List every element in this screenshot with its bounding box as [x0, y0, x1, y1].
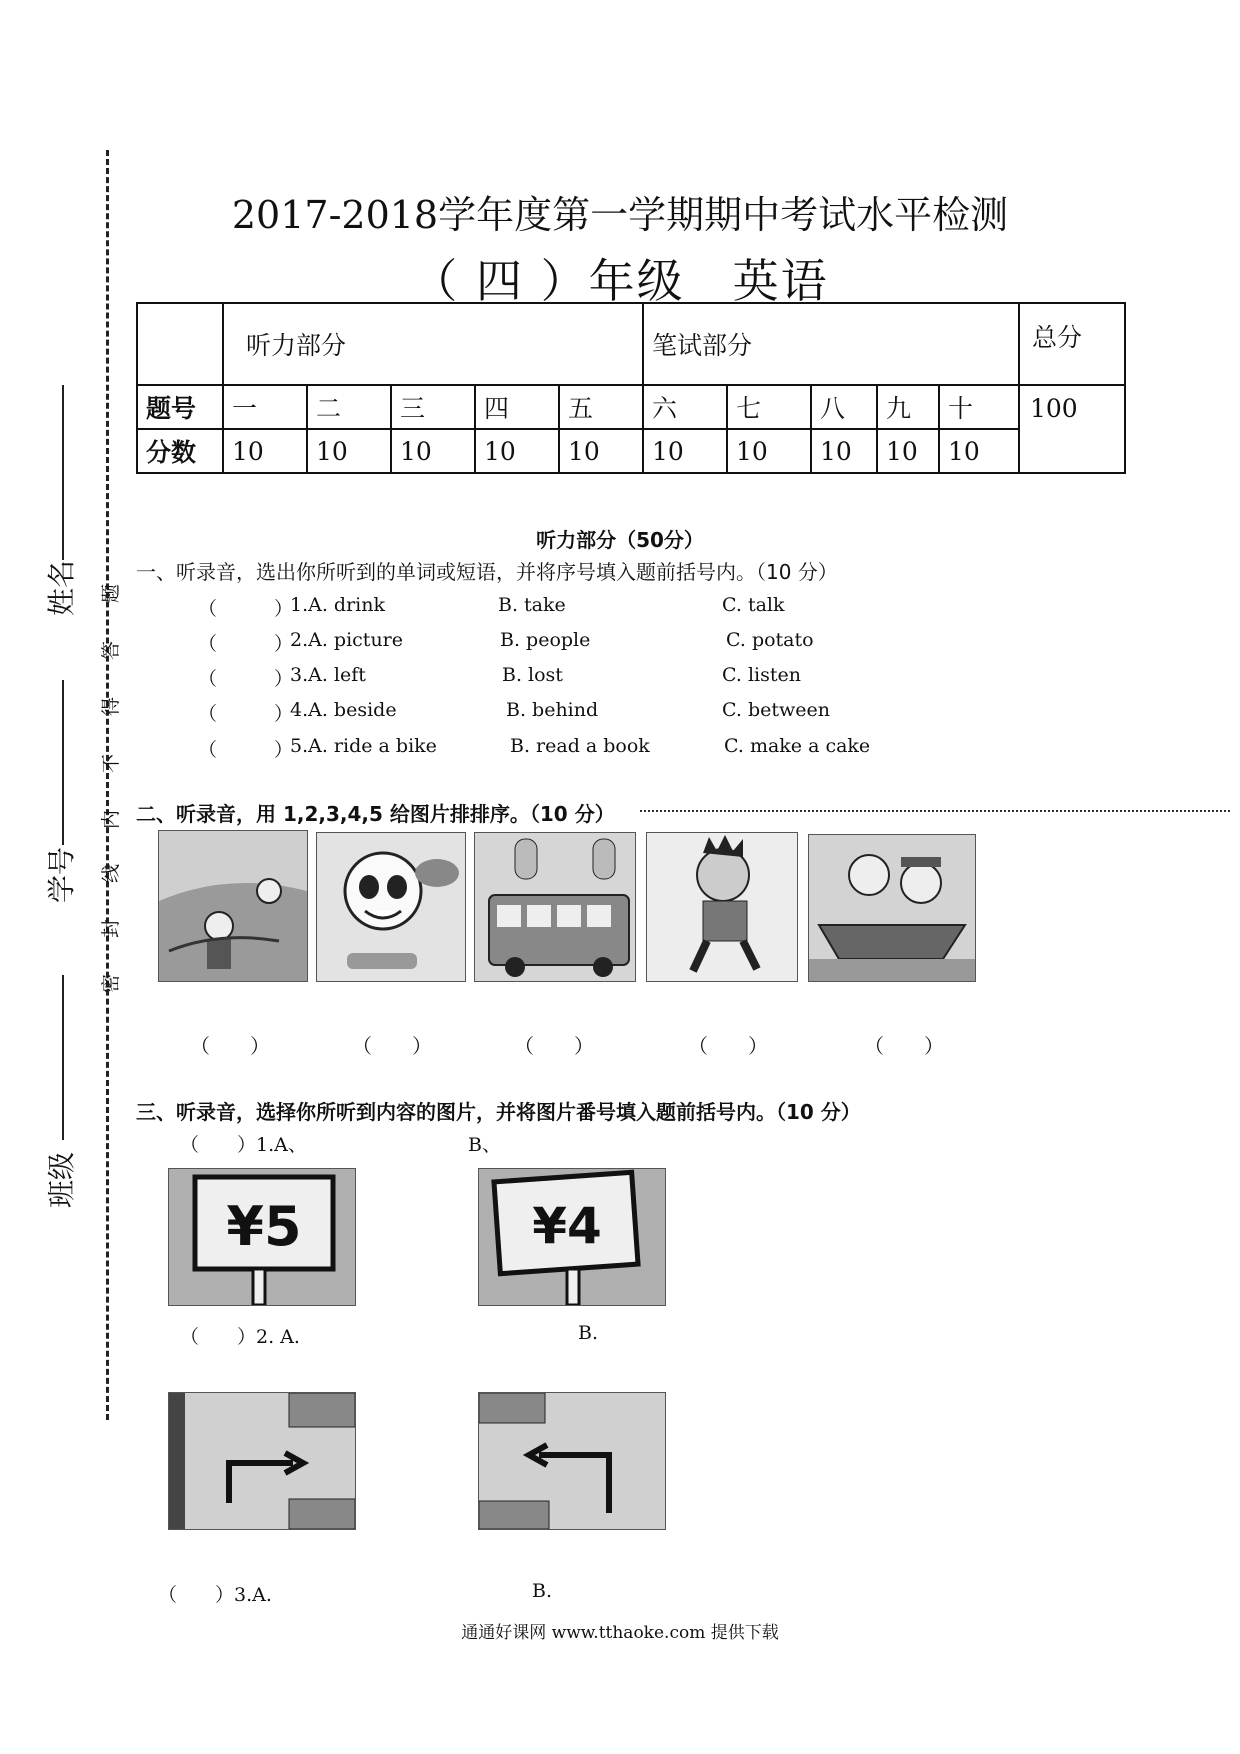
boat-picture — [808, 834, 976, 982]
order-blank-2[interactable]: （ ） — [352, 1034, 432, 1058]
score-cell: 10 — [223, 429, 307, 473]
name-label: 姓名 — [45, 559, 79, 617]
section3-heading: 三、听录音，选择你所听到内容的图片，并将图片番号填入题前括号内。（10 分） — [136, 1100, 861, 1124]
s3-q2-option-b: B. — [578, 1322, 599, 1344]
q5-option-a: 5.A. ride a bike — [290, 735, 437, 757]
q3-option-b: B. lost — [502, 664, 563, 686]
total-value: 100 — [1019, 385, 1125, 473]
seal-char: 线 — [100, 863, 123, 884]
q5-option-b: B. read a book — [510, 735, 650, 757]
seal-char: 封 — [100, 918, 123, 939]
q4-option-b: B. behind — [506, 699, 599, 721]
price-sign-b-text: ¥4 — [532, 1197, 602, 1255]
seal-char: 答 — [100, 640, 123, 661]
id-label: 学号 — [45, 846, 79, 904]
running-boy-picture — [646, 832, 798, 982]
score-cell: 10 — [475, 429, 559, 473]
q1-option-b: B. take — [498, 594, 566, 616]
q1-paren[interactable]: （ ） — [198, 598, 294, 620]
score-cell: 10 — [643, 429, 727, 473]
score-cell: 10 — [307, 429, 391, 473]
seal-char: 题 — [100, 583, 123, 604]
exam-subtitle: （ 四 ）年级 英语 — [411, 254, 829, 308]
s3-q2-label[interactable]: （ ）2. A. — [180, 1326, 300, 1348]
q5-option-c: C. make a cake — [724, 735, 871, 757]
id-underline — [62, 680, 64, 845]
section1-heading: 一、听录音，选出你所听到的单词或短语，并将序号填入题前括号内。（10 分） — [136, 560, 838, 584]
section2-heading: 二、听录音，用 1,2,3,4,5 给图片排排序。（10 分） — [136, 802, 615, 826]
cut-line — [106, 150, 109, 1420]
q2-option-b: B. people — [500, 629, 591, 651]
listening-heading: 听力部分（50分） — [536, 528, 704, 552]
score-cell: 10 — [727, 429, 811, 473]
order-blank-4[interactable]: （ ） — [688, 1034, 768, 1058]
total-header: 总分 — [1019, 303, 1125, 385]
score-cell: 10 — [559, 429, 643, 473]
turn-left-picture — [478, 1392, 666, 1530]
panda-picture — [316, 832, 466, 982]
row-label-scores: 分数 — [137, 429, 223, 473]
q1-option-c: C. talk — [722, 594, 785, 616]
item-cell: 四 — [475, 385, 559, 429]
seal-char: 密 — [100, 973, 123, 994]
q3-paren[interactable]: （ ） — [198, 668, 294, 690]
price-sign-b — [478, 1168, 666, 1306]
footer-source: 通通好课网 www.tthaoke.com 提供下载 — [461, 1623, 779, 1643]
seal-char: 得 — [100, 696, 123, 717]
item-cell: 八 — [811, 385, 877, 429]
score-cell: 10 — [811, 429, 877, 473]
q2-option-a: 2.A. picture — [290, 629, 404, 651]
q4-paren[interactable]: （ ） — [198, 703, 294, 725]
class-underline — [62, 975, 64, 1140]
seal-char: 不 — [100, 753, 123, 774]
q2-option-c: C. potato — [726, 629, 814, 651]
order-blank-3[interactable]: （ ） — [514, 1034, 594, 1058]
q4-option-c: C. between — [722, 699, 830, 721]
score-cell: 10 — [391, 429, 475, 473]
item-cell: 十 — [939, 385, 1019, 429]
s3-q1-option-b: B、 — [468, 1134, 501, 1156]
score-table — [136, 302, 1126, 474]
table-corner — [137, 303, 223, 385]
order-blank-1[interactable]: （ ） — [190, 1034, 270, 1058]
q3-option-a: 3.A. left — [290, 664, 366, 686]
seal-char: 内 — [100, 809, 123, 830]
item-cell: 二 — [307, 385, 391, 429]
q1-option-a: 1.A. drink — [290, 594, 385, 616]
q5-paren[interactable]: （ ） — [198, 739, 294, 761]
item-cell: 三 — [391, 385, 475, 429]
s3-q3-label[interactable]: （ ）3.A. — [158, 1584, 272, 1606]
item-cell: 六 — [643, 385, 727, 429]
item-cell: 七 — [727, 385, 811, 429]
exam-title: 2017-2018学年度第一学期期中考试水平检测 — [231, 193, 1009, 237]
row-label-items: 题号 — [137, 385, 223, 429]
order-blank-5[interactable]: （ ） — [864, 1034, 944, 1058]
score-cell: 10 — [939, 429, 1019, 473]
race-picture — [158, 830, 308, 982]
turn-right-picture — [168, 1392, 356, 1530]
bus-picture — [474, 832, 636, 982]
item-cell: 九 — [877, 385, 939, 429]
writing-header: 笔试部分 — [643, 303, 1019, 385]
s3-q1-label[interactable]: （ ）1.A、 — [180, 1134, 307, 1156]
q2-paren[interactable]: （ ） — [198, 633, 294, 655]
q4-option-a: 4.A. beside — [290, 699, 397, 721]
price-sign-a-text: ¥5 — [226, 1195, 302, 1258]
score-cell: 10 — [877, 429, 939, 473]
price-sign-a — [168, 1168, 356, 1306]
item-cell: 五 — [559, 385, 643, 429]
dotted-line — [640, 810, 1230, 812]
s3-q3-option-b: B. — [532, 1580, 553, 1602]
class-label: 班级 — [45, 1151, 79, 1209]
listening-header: 听力部分 — [223, 303, 643, 385]
item-cell: 一 — [223, 385, 307, 429]
q3-option-c: C. listen — [722, 664, 801, 686]
